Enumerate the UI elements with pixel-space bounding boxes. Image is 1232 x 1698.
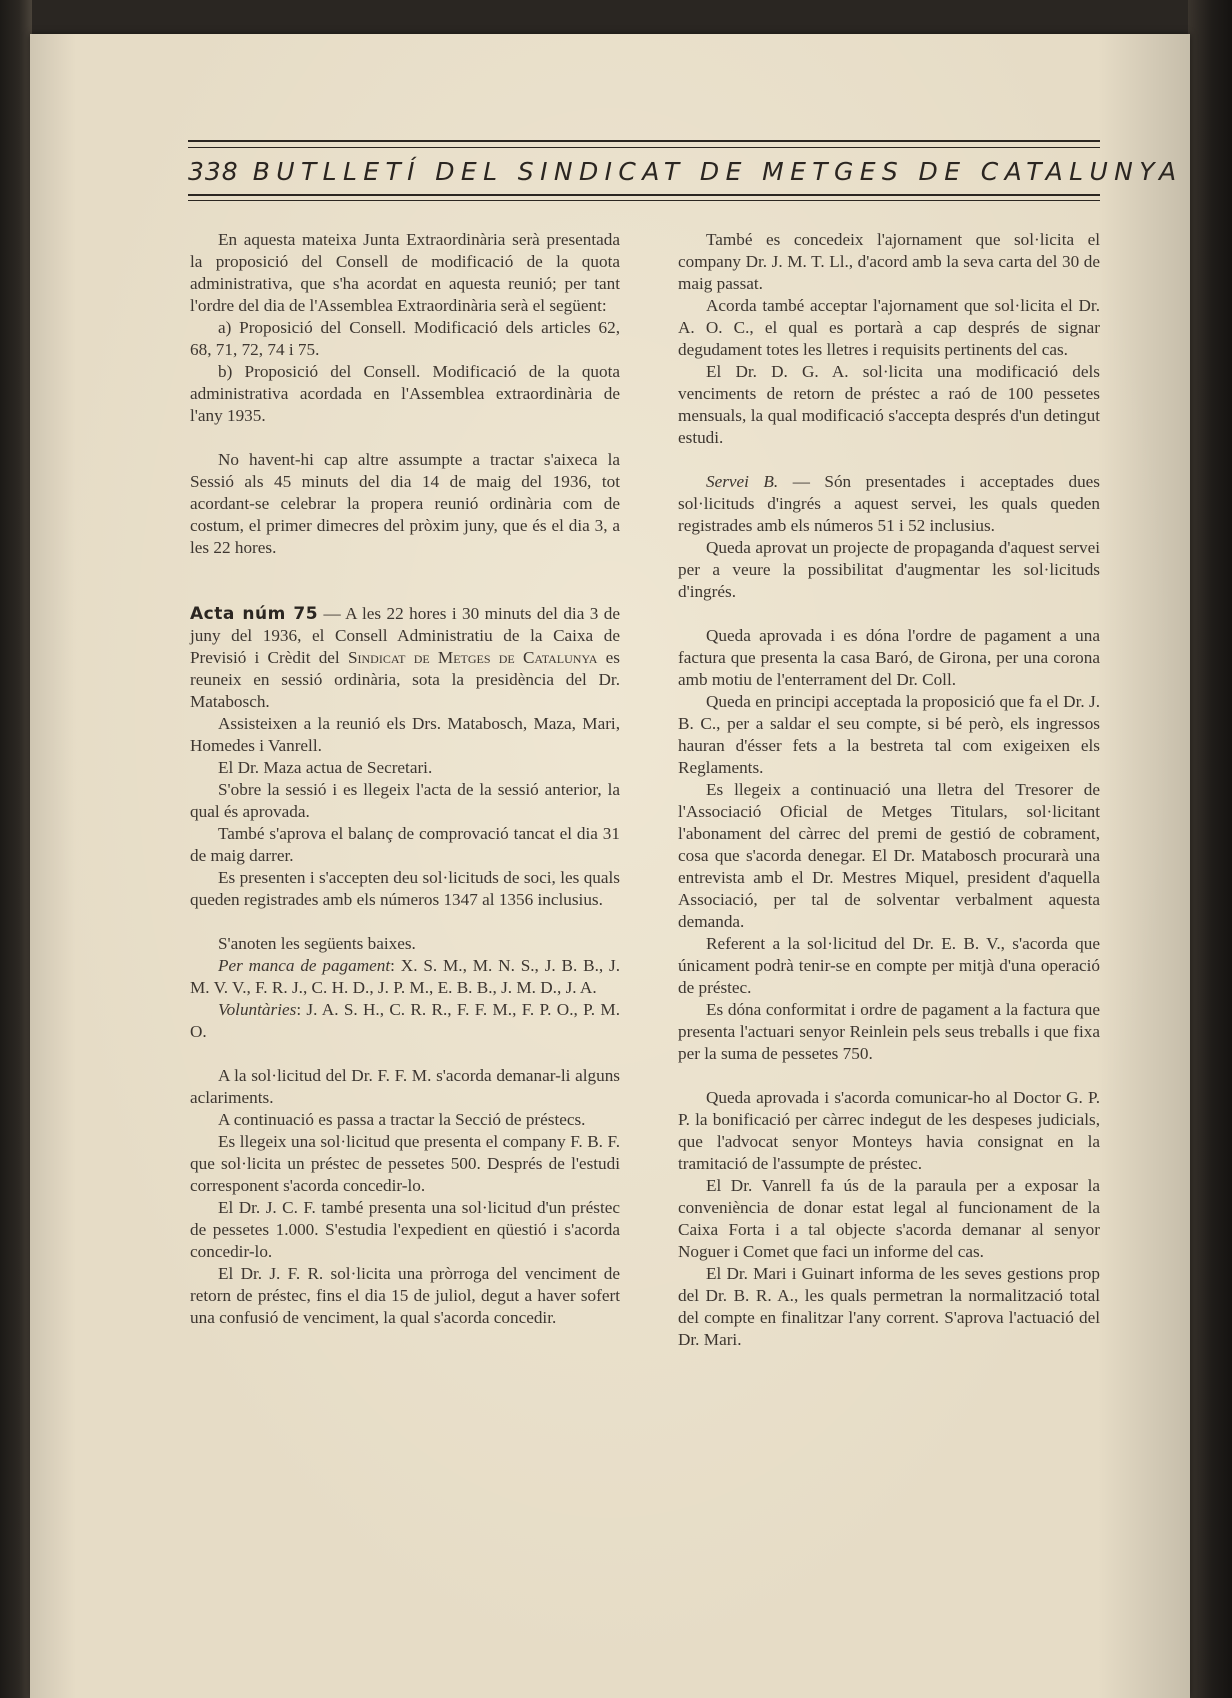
paragraph: Es llegeix una sol·licitud que presenta el company F. B. F. que sol·licita un préstec de pessetes 500. Després de l'estudi corresponent s'acorda concedir-lo. [190, 1132, 620, 1195]
paragraph: El Dr. Maza actua de Secretari. [218, 758, 433, 777]
servei-b-paragraph [678, 471, 1100, 537]
paragraph: Acorda també acceptar l'ajornament que sol·licita el Dr. A. O. C., el qual es portarà a cap després de signar degudament totes les lletres i requisits pertinents del cas. [678, 296, 1100, 359]
paragraph: A la sol·licitud del Dr. F. F. M. s'acorda demanar-li alguns aclariments. [190, 1066, 620, 1107]
paragraph: El Dr. J. C. F. també presenta una sol·licitud d'un préstec de pessetes 1.000. S'estudia l'expedient en qüestió i s'acorda concedir-lo. [190, 1198, 620, 1261]
paragraph: Es llegeix a continuació una lletra del Tresorer de l'Associació Oficial de Metges Titulars, sol·licitant l'abonament del càrrec del premi de gestió de cobrament, cosa que s'acorda denegar. El Dr. Matabosch procurarà una entrevista amb el Dr. Mestres Miquel, president d'aquella Associació, per tal de solventar verbalment aquesta demanda. [678, 780, 1100, 931]
journal-title: BUTLLETÍ DEL SINDICAT DE METGES DE CATALUNYA [252, 157, 1183, 186]
paragraph: A continuació es passa a tractar la Secció de préstecs. [218, 1110, 586, 1129]
paragraph: b) Proposició del Consell. Modificació de la quota administrativa acordada en l'Assemblea extraordinària de l'any 1935. [190, 362, 620, 425]
paragraph: El Dr. Vanrell fa ús de la paraula per a exposar la conveniència de donar estat legal al funcionament de la Caixa Forta i a tal objecte s'acorda demanar al senyor Noguer i Comet que faci un informe del cas. [678, 1176, 1100, 1261]
left-column [190, 229, 620, 1329]
running-header [188, 152, 1183, 192]
servei-b-text: — Són presentades i acceptades dues sol·licituds d'ingrés a aquest servei, les quals queden registrades amb els números 51 i 52 inclusius. [678, 472, 1100, 535]
paragraph: No havent-hi cap altre assumpte a tractar s'aixeca la Sessió als 45 minuts del dia 14 de maig del 1936, tot acordant-se celebrar la propera reunió ordinària com de costum, el primer dimecres del pròxim juny, que és el dia 3, a les 22 hores. [190, 450, 620, 557]
servei-b-label: Servei B. [706, 472, 779, 491]
scan-background-right [1188, 0, 1232, 1698]
paragraph: Queda aprovada i es dóna l'ordre de pagament a una factura que presenta la casa Baró, de Girona, per una corona amb motiu de l'enterrament del Dr. Coll. [678, 626, 1100, 689]
paragraph: Queda aprovat un projecte de propaganda d'aquest servei per a veure la possibilitat d'augmentar les sol·licituds d'ingrés. [678, 538, 1100, 601]
paragraph: Queda en principi acceptada la proposició que fa el Dr. J. B. C., per a saldar el seu compte, si bé però, els ingressos hauran d'ésser fets a la bestreta tal com exigeixen els Reglaments. [678, 692, 1100, 777]
paragraph-gap [678, 1065, 1100, 1087]
document-page [30, 34, 1190, 1698]
withdrawals-voluntary-label: Voluntàries [218, 1000, 297, 1019]
paragraph: S'anoten les següents baixes. [218, 934, 416, 953]
withdrawals-voluntary-list: : J. A. S. H., C. R. R., F. F. M., F. P. O., P. M. O. [190, 1000, 620, 1041]
paragraph: El Dr. Mari i Guinart informa de les seves gestions prop del Dr. B. R. A., les quals permetran la normalització total del compte en finalitzar l'any corrent. S'aprova l'actuació del Dr. Mari. [678, 1264, 1100, 1349]
paragraph: En aquesta mateixa Junta Extraordinària serà presentada la proposició del Consell de modificació de la quota administrativa, que s'ha acordat en aquesta reunió; per tant l'ordre del dia de l'Assemblea Extraordinària serà el següent: [190, 230, 620, 315]
right-column [678, 229, 1100, 1351]
header-rule-bottom [188, 194, 1100, 196]
withdrawals-unpaid [190, 955, 620, 999]
paragraph: També es concedeix l'ajornament que sol·licita el company Dr. J. M. T. Ll., d'acord amb la seva carta del 30 de maig passat. [678, 230, 1100, 293]
paragraph-gap [678, 449, 1100, 471]
section-gap [190, 559, 620, 603]
scan-background-left [0, 0, 32, 1698]
paragraph: S'obre la sessió i es llegeix l'acta de la sessió anterior, la qual és aprovada. [190, 780, 620, 821]
paragraph: Es presenten i s'accepten deu sol·licituds de soci, les quals queden registrades amb els números 1347 al 1356 inclusius. [190, 868, 620, 909]
acta-text: — A les 22 hores i 30 minuts del dia 3 de juny del 1936, el Consell Administratiu de la Caixa de Previsió i Crèdit del [190, 604, 621, 667]
header-rule-bottom-thin [188, 200, 1100, 201]
paragraph: El Dr. D. G. A. sol·licita una modificació dels venciments de retorn de préstec a raó de 100 pessetes mensuals, la qual modificació s'accepta després d'un detingut estudi. [678, 362, 1100, 447]
withdrawals-unpaid-label: Per manca de pagament [218, 956, 391, 975]
paragraph-gap [190, 427, 620, 449]
page-number: 338 [188, 157, 239, 186]
paragraph: Referent a la sol·licitud del Dr. E. B. V., s'acorda que únicament podrà tenir-se en compte per mitjà d'una operació de préstec. [678, 934, 1100, 997]
acta-text-end: es reuneix en sessió ordinària, sota la presidència del Dr. Matabosch. [190, 648, 620, 711]
organization-name: Sindicat de Metges de Catalunya [347, 648, 598, 667]
acta-heading: Acta núm 75 [190, 604, 319, 624]
paragraph-gap [190, 911, 620, 933]
header-rule-top-thin [188, 147, 1100, 148]
paragraph: Queda aprovada i s'acorda comunicar-ho al Doctor G. P. P. la bonificació per càrrec indegut de les despeses judicials, que l'advocat senyor Monteys havia consignat en la tramitació de l'assumpte de préstec. [678, 1088, 1100, 1173]
paragraph: Es dóna conformitat i ordre de pagament a la factura que presenta l'actuari senyor Reinlein pels seus treballs i que fixa per la suma de pessetes 750. [678, 1000, 1100, 1063]
paragraph: Assisteixen a la reunió els Drs. Matabosch, Maza, Mari, Homedes i Vanrell. [190, 714, 620, 755]
paragraph: El Dr. J. F. R. sol·licita una pròrroga del venciment de retorn de préstec, fins el dia 15 de juliol, degut a haver sofert una confusió de venciment, la qual s'acorda concedir. [190, 1264, 620, 1327]
withdrawals-unpaid-list: : X. S. M., M. N. S., J. B. B., J. M. V. V., F. R. J., C. H. D., J. P. M., E. B. B., J. M. D., J. A. [190, 956, 620, 997]
acta-paragraph [190, 603, 620, 713]
paragraph: a) Proposició del Consell. Modificació dels articles 62, 68, 71, 72, 74 i 75. [190, 318, 620, 359]
paragraph-gap [678, 603, 1100, 625]
header-rule-top [188, 140, 1100, 142]
paragraph-gap [190, 1043, 620, 1065]
withdrawals-voluntary [190, 999, 620, 1043]
paragraph: També s'aprova el balanç de comprovació tancat el dia 31 de maig darrer. [190, 824, 620, 865]
